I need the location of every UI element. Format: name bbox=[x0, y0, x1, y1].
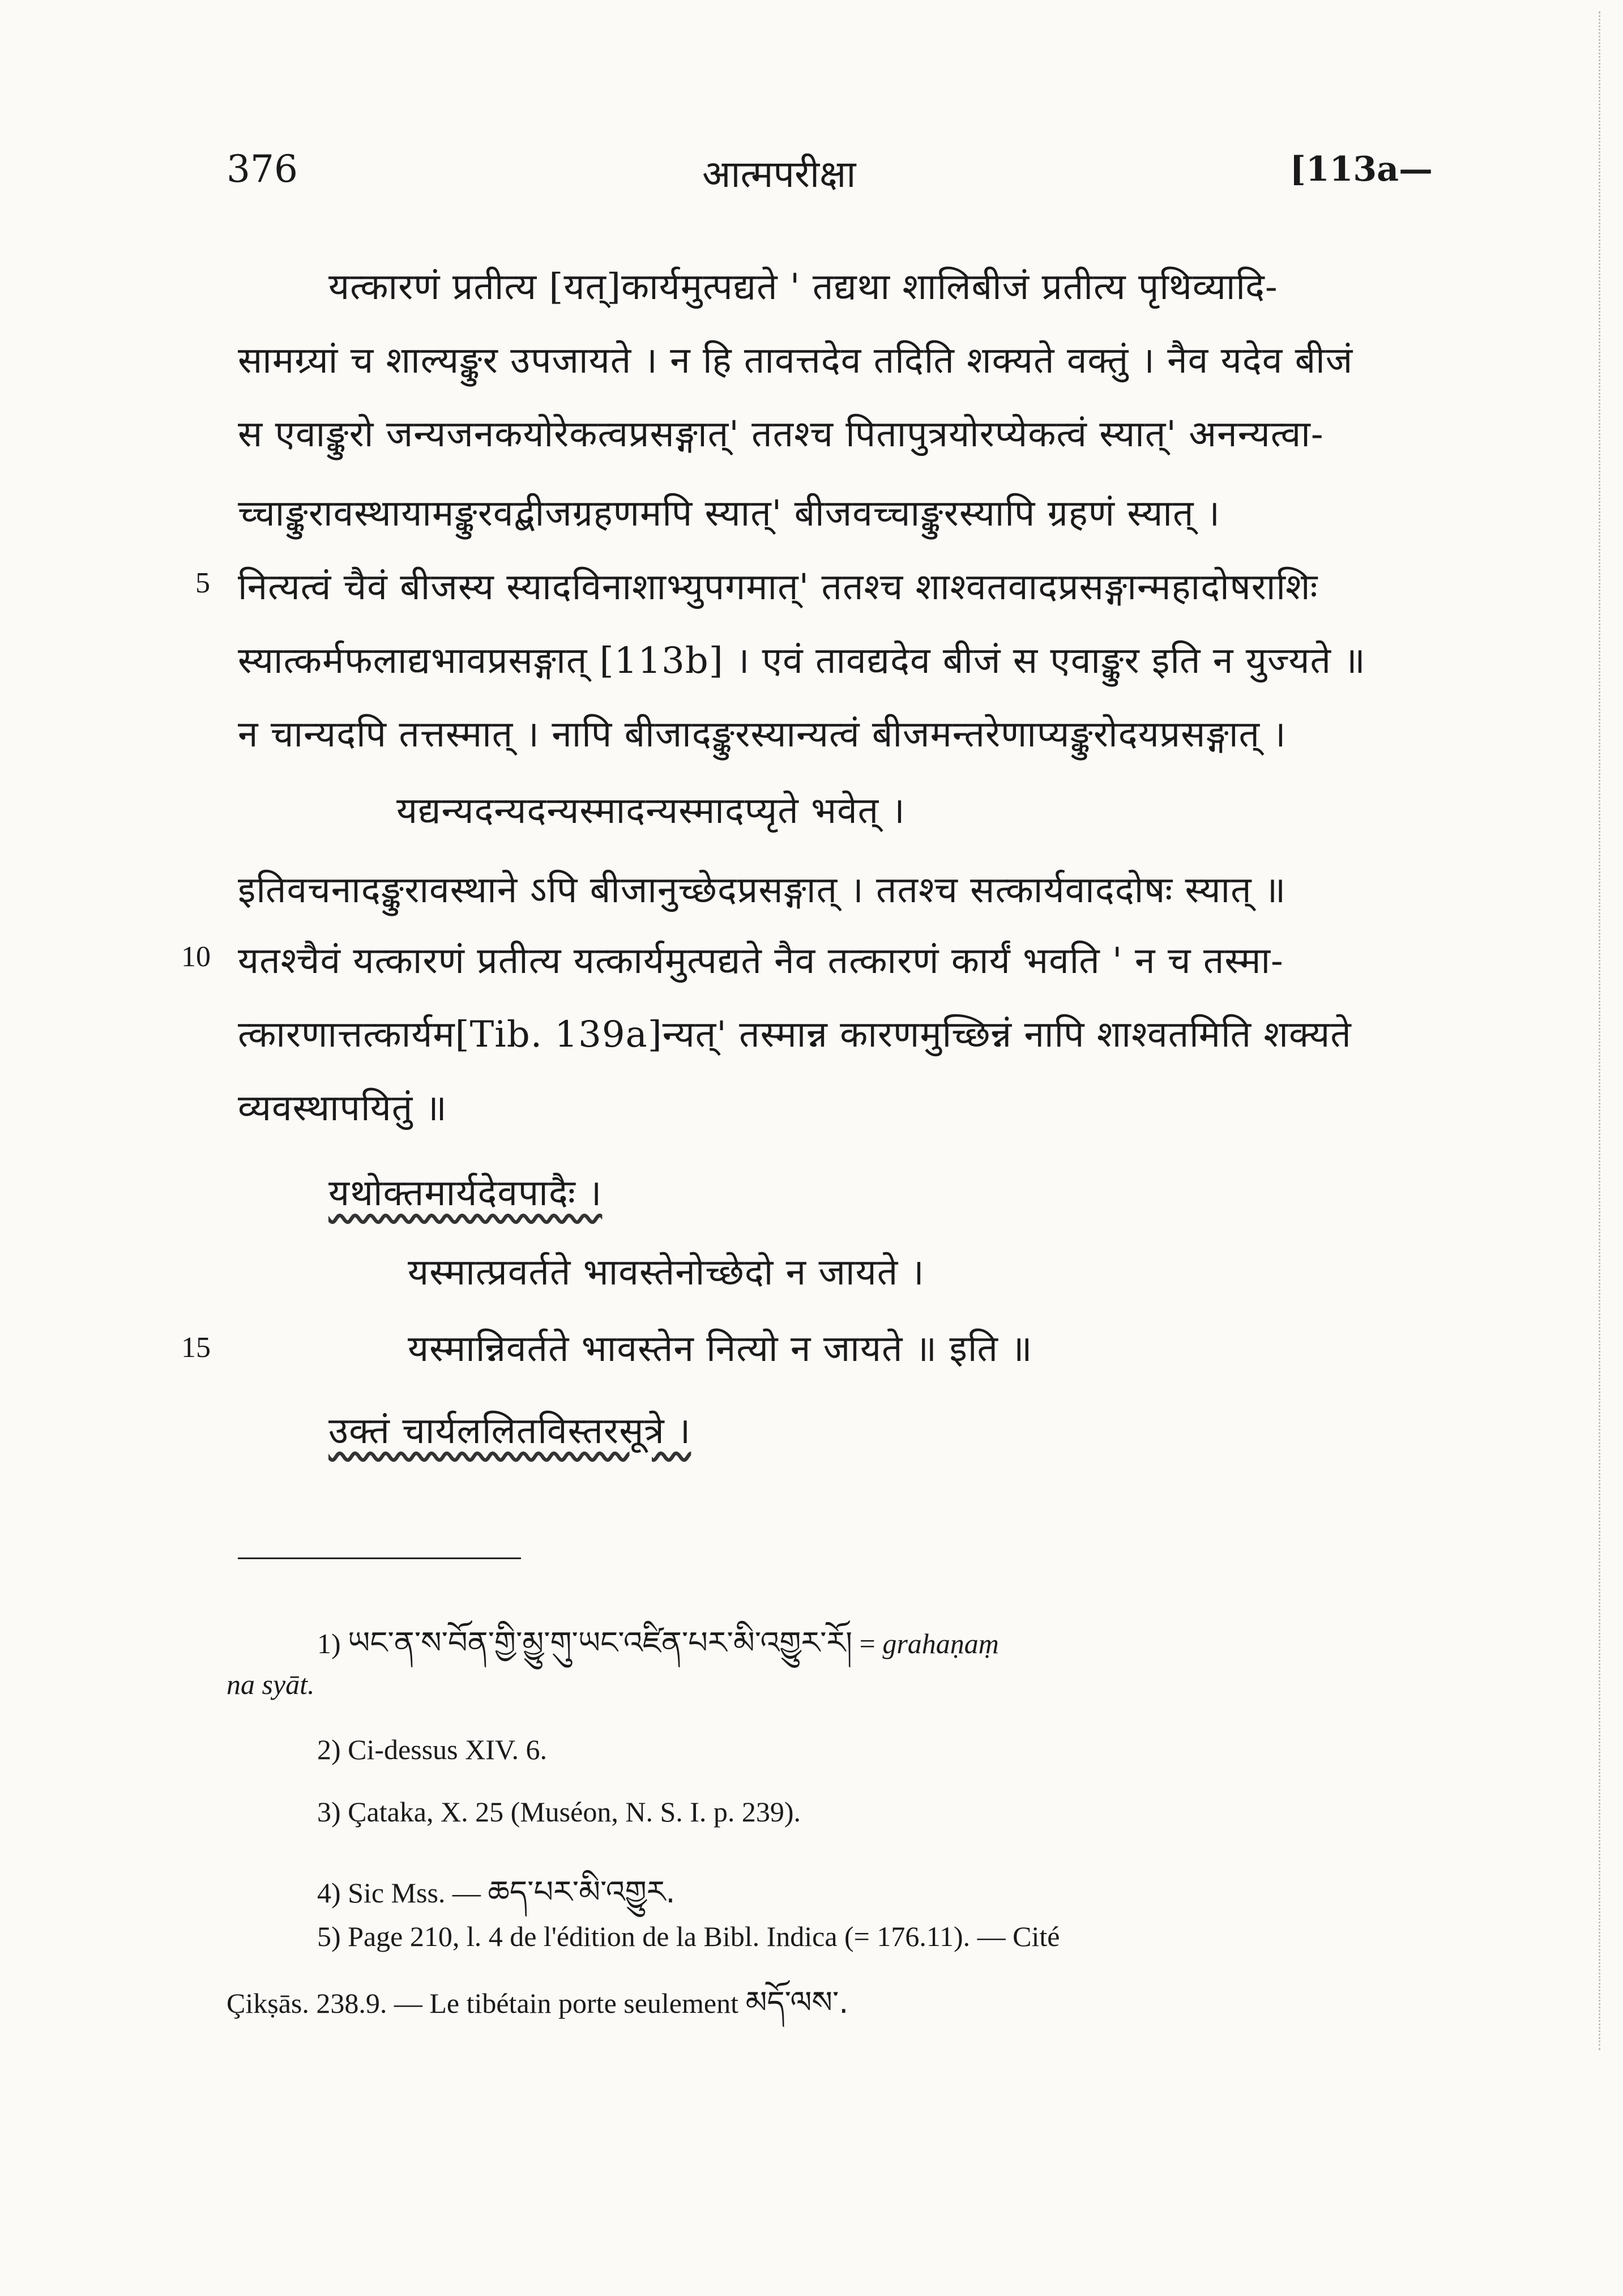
page-number: 376 bbox=[227, 147, 298, 191]
tibetan-text: ཡང་ན་ས་བོན་གྱི་མྱུ་གུ་ཡང་འཛིན་པར་མི་འགྱུར་རོ། bbox=[348, 1625, 853, 1661]
text-line: यतश्चैवं यत्कारणं प्रतीत्य यत्कार्यमुत्पद्यते नैव तत्कारणं कार्यं भवति ' न च तस्मा- bbox=[238, 940, 1284, 982]
line-number: 5 bbox=[195, 567, 210, 599]
scan-edge-artifact bbox=[1593, 11, 1600, 2050]
quotation-intro: यथोक्तमार्यदेवपादैः । bbox=[328, 1172, 603, 1214]
text-line: नित्यत्वं चैवं बीजस्य स्यादविनाशाभ्युपगमात्' ततश्च शाश्वतवादप्रसङ्गान्महादोषराशिः bbox=[238, 566, 1318, 608]
page-header bbox=[227, 147, 1433, 210]
tibetan-text: མདོ་ལས་. bbox=[745, 1985, 849, 2020]
text-line: व्यवस्थापयितुं ॥ bbox=[238, 1087, 447, 1129]
text-line: न चान्यदपि तत्तस्मात् । नापि बीजादङ्कुरस्यान्यत्वं बीजमन्तरेणाप्यङ्कुरोदयप्रसङ्गात् । bbox=[238, 714, 1287, 756]
text-line: त्कारणात्तत्कार्यम[Tib. 139a]न्यत्' तस्मान्न कारणमुच्छिन्नं नापि शाश्वतमिति शक्यते bbox=[238, 1014, 1352, 1056]
line-number: 10 bbox=[181, 941, 211, 973]
footnote-5-continuation bbox=[227, 1968, 1336, 2054]
quotation-intro: उक्तं चार्यललितविस्तरसूत्रे । bbox=[328, 1410, 691, 1452]
text-line: इतिवचनादङ्कुरावस्थाने ऽपि बीजानुच्छेदप्रसङ्गात् । ततश्च सत्कार्यवाददोषः स्यात् ॥ bbox=[238, 869, 1287, 911]
line-number: 15 bbox=[181, 1331, 211, 1364]
text-line: स एवाङ्कुरो जन्यजनकयोरेकत्वप्रसङ्गात्' ततश्च पितापुत्रयोरप्येकत्वं स्यात्' अनन्यत्वा- bbox=[238, 413, 1324, 455]
verse-citation: यद्यन्यदन्यदन्यस्मादन्यस्मादप्यृते भवेत् । bbox=[396, 790, 906, 832]
text-line: च्चाङ्कुरावस्थायामङ्कुरवद्बीजग्रहणमपि स्यात्' बीजवच्चाङ्कुरस्यापि ग्रहणं स्यात् । bbox=[238, 493, 1221, 535]
text-line: सामग्र्यां च शाल्यङ्कुर उपजायते । न हि तावत्तदेव तदिति शक्यते वक्तुं । नैव यदेव बीजं bbox=[238, 340, 1353, 382]
running-title: आत्मपरीक्षा bbox=[702, 152, 856, 196]
footnote-rule bbox=[238, 1557, 521, 1559]
footnote-text: 4) Sic Mss. — bbox=[317, 1877, 481, 1909]
footnote-3: 3) Çataka, X. 25 (Muséon, N. S. I. p. 239). bbox=[317, 1796, 801, 1828]
verse-line: यस्मात्प्रवर्तते भावस्तेनोच्छेदो न जायते । bbox=[408, 1252, 925, 1294]
footnote-text: Çikṣās. 238.9. — Le tibétain porte seulement bbox=[227, 1987, 738, 2019]
transliteration: grahaṇaṃ bbox=[882, 1628, 999, 1659]
footnote-1-continuation: na syāt. bbox=[227, 1668, 315, 1700]
tibetan-text: ཆད་པར་མི་འགྱུར. bbox=[488, 1874, 676, 1910]
text-line: यत्कारणं प्रतीत्य [यत्]कार्यमुत्पद्यते ' तद्यथा शालिबीजं प्रतीत्य पृथिव्यादि- bbox=[328, 266, 1278, 308]
text-line: स्यात्कर्मफलाद्यभावप्रसङ्गात् [113b] । एवं तावद्यदेव बीजं स एवाङ्कुर इति न युज्यते ॥ bbox=[238, 640, 1366, 682]
footnote-5: 5) Page 210, l. 4 de l'édition de la Bibl. Indica (= 176.11). — Cité bbox=[317, 1921, 1060, 1952]
footnote-2: 2) Ci-dessus XIV. 6. bbox=[317, 1734, 548, 1765]
equals-sign: = bbox=[859, 1628, 875, 1659]
verse-line: यस्मान्निवर्तते भावस्तेन नित्यो न जायते ॥ इति ॥ bbox=[408, 1328, 1033, 1370]
footnote-label: 1) bbox=[317, 1628, 341, 1659]
folio-reference: [113a— bbox=[1289, 150, 1433, 189]
